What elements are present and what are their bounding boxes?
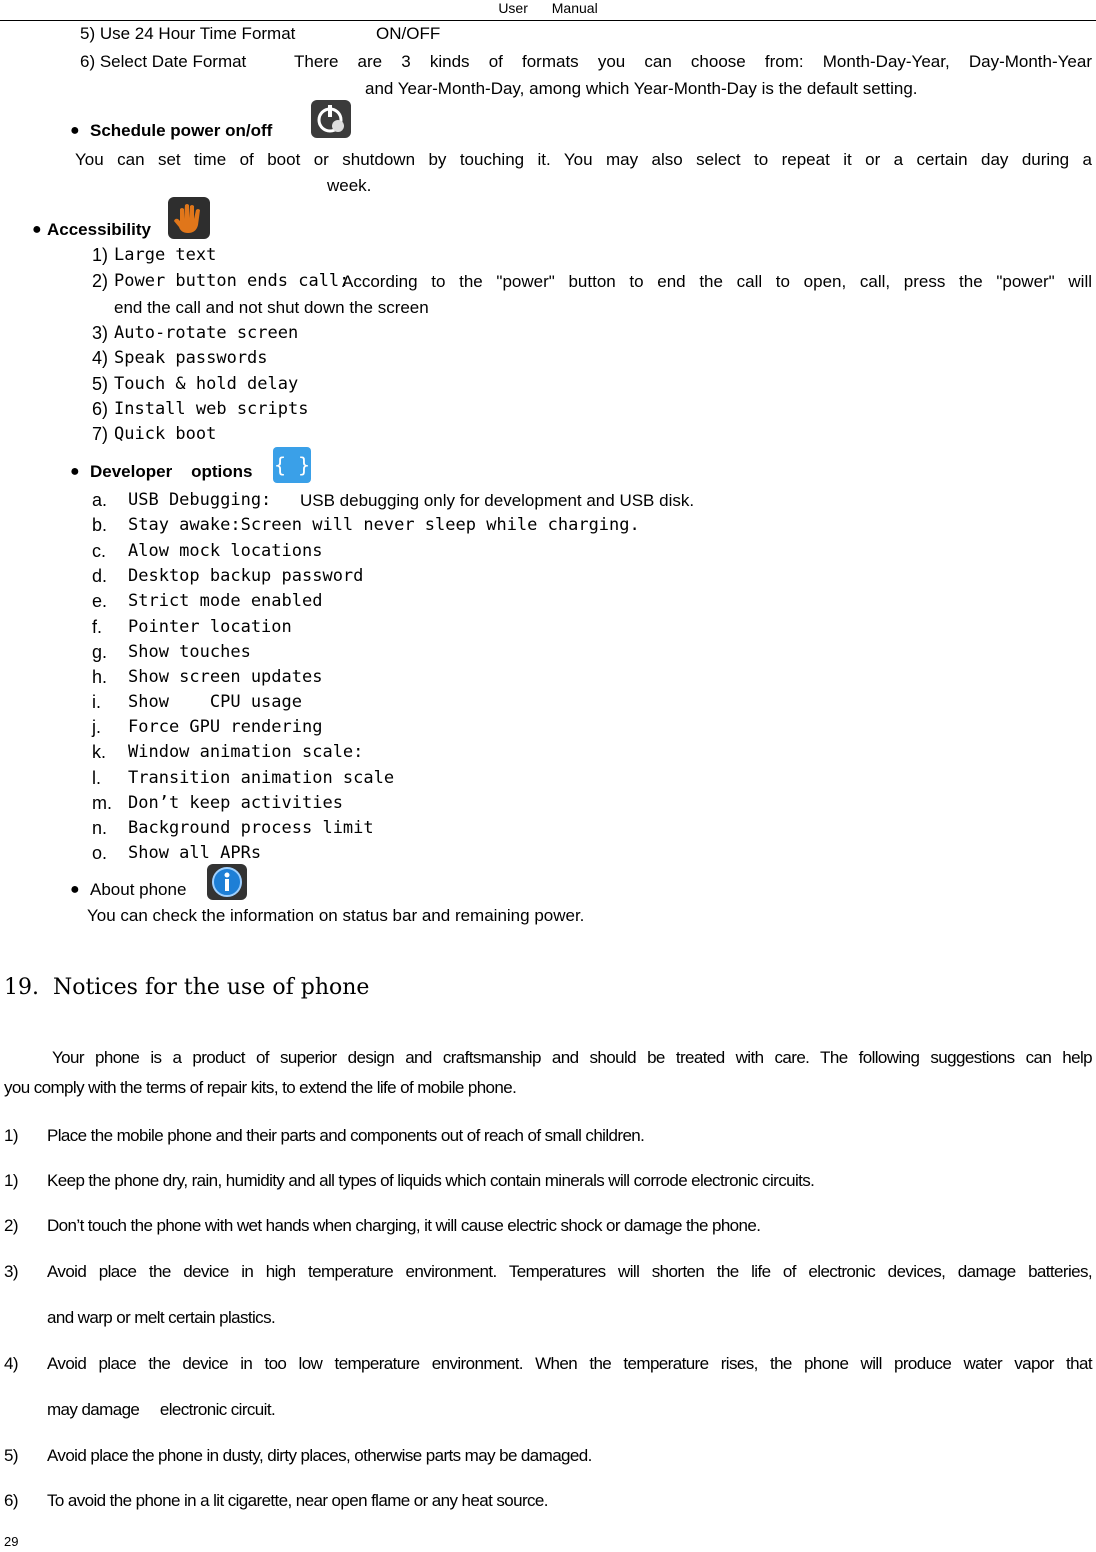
list-item: Power button ends call: xyxy=(114,271,350,291)
section-intro: Your phone is a product of superior design and craftsmanship and should be treated with care. The following suggestions can help xyxy=(52,1048,1092,1067)
list-item: Background process limit xyxy=(128,818,374,838)
info-icon xyxy=(207,864,247,900)
about-desc: You can check the information on status bar and remaining power. xyxy=(87,906,585,925)
list-item-extra: USB debugging only for development and USB disk. xyxy=(300,491,695,510)
list-letter: l. xyxy=(92,768,101,788)
list-letter: f. xyxy=(92,617,103,637)
time-format-value: ON/OFF xyxy=(376,24,441,43)
list-item: Transition animation scale xyxy=(128,768,395,788)
schedule-desc-cont: week. xyxy=(327,176,372,195)
page-number: 29 xyxy=(4,1534,19,1549)
notice-item-cont: may damage electronic circuit. xyxy=(47,1400,276,1419)
list-letter: i. xyxy=(92,692,101,712)
list-letter: h. xyxy=(92,667,108,687)
bullet: ● xyxy=(70,463,80,480)
list-item: Strict mode enabled xyxy=(128,591,323,611)
list-item-extra: According to the "power" button to end the call to open, call, press the "power" will xyxy=(342,272,1092,291)
accessibility-title: Accessibility xyxy=(47,220,151,239)
list-letter: e. xyxy=(92,591,108,611)
date-format-item: 6) Select Date Format xyxy=(80,52,247,71)
list-number: 3) xyxy=(92,323,109,343)
notice-item: Avoid place the phone in dusty, dirty places, otherwise parts may be damaged. xyxy=(47,1446,592,1465)
developer-title: Developer options xyxy=(90,462,253,481)
notice-item: Don’t touch the phone with wet hands when charging, it will cause electric shock or damage the phone. xyxy=(47,1216,761,1235)
list-letter: m. xyxy=(92,793,112,813)
list-item: Auto-rotate screen xyxy=(114,323,299,343)
list-item-extra-cont: end the call and not shut down the screen xyxy=(114,298,429,317)
list-item: Show touches xyxy=(128,642,251,662)
notice-number: 6) xyxy=(4,1491,18,1510)
list-item: Touch & hold delay xyxy=(114,374,299,394)
list-item: Force GPU rendering xyxy=(128,717,323,737)
list-item: Desktop backup password xyxy=(128,566,364,586)
notice-item: Place the mobile phone and their parts and components out of reach of small children. xyxy=(47,1126,645,1145)
notice-number: 5) xyxy=(4,1446,18,1465)
bullet: ● xyxy=(70,881,80,898)
list-number: 5) xyxy=(92,374,109,394)
date-format-desc-cont: and Year-Month-Day, among which Year-Month-Day is the default setting. xyxy=(365,79,918,98)
notice-item: To avoid the phone in a lit cigarette, near open flame or any heat source. xyxy=(47,1491,548,1510)
list-number: 7) xyxy=(92,424,109,444)
bullet: ● xyxy=(32,221,42,238)
schedule-desc: You can set time of boot or shutdown by touching it. You may also select to repeat it or a certain day during a xyxy=(75,150,1092,169)
section-heading: 19. Notices for the use of phone xyxy=(4,975,370,1000)
svg-text:{ }: { } xyxy=(273,453,311,477)
list-item: Don’t keep activities xyxy=(128,793,343,813)
notice-number: 1) xyxy=(4,1126,18,1145)
about-title: About phone xyxy=(90,880,187,899)
list-item: Quick boot xyxy=(114,424,217,444)
list-item: Show screen updates xyxy=(128,667,323,687)
notice-number: 1) xyxy=(4,1171,18,1190)
list-item: USB Debugging: xyxy=(128,490,272,510)
notice-number: 2) xyxy=(4,1216,18,1235)
page-header xyxy=(0,0,1096,21)
list-item: Speak passwords xyxy=(114,348,268,368)
header-left: User xyxy=(498,0,528,16)
schedule-title: Schedule power on/off xyxy=(90,121,273,140)
list-letter: n. xyxy=(92,818,108,838)
hand-icon xyxy=(168,197,210,239)
list-letter: o. xyxy=(92,843,108,863)
notice-number: 3) xyxy=(4,1262,18,1281)
braces-icon xyxy=(273,447,311,483)
power-clock-icon xyxy=(311,100,351,138)
list-item: Alow mock locations xyxy=(128,541,323,561)
section-intro-cont: you comply with the terms of repair kits, to extend the life of mobile phone. xyxy=(4,1078,517,1097)
list-item: Install web scripts xyxy=(114,399,309,419)
list-item: Show CPU usage xyxy=(128,692,302,712)
list-letter: d. xyxy=(92,566,108,586)
list-letter: a. xyxy=(92,490,108,510)
date-format-desc: There are 3 kinds of formats you can choose from: Month-Day-Year, Day-Month-Year xyxy=(294,52,1092,71)
list-number: 4) xyxy=(92,348,109,368)
list-letter: b. xyxy=(92,515,108,535)
bullet: ● xyxy=(70,122,80,139)
list-item: Stay awake:Screen will never sleep while charging. xyxy=(128,515,640,535)
notice-item: Avoid place the device in too low temperature environment. When the temperature rises, the phone will produce water vapor that xyxy=(47,1354,1092,1373)
list-letter: j. xyxy=(92,717,101,737)
notice-item: Avoid place the device in high temperature environment. Temperatures will shorten the life of electronic devices, damage batteries, xyxy=(47,1262,1092,1281)
list-item: Window animation scale: xyxy=(128,742,364,762)
list-number: 6) xyxy=(92,399,109,419)
list-item: Large text xyxy=(114,245,217,265)
notice-item: Keep the phone dry, rain, humidity and all types of liquids which contain minerals will corrode electronic circuits. xyxy=(47,1171,815,1190)
list-letter: k. xyxy=(92,742,107,762)
notice-item-cont: and warp or melt certain plastics. xyxy=(47,1308,276,1327)
time-format-item: 5) Use 24 Hour Time Format xyxy=(80,24,296,43)
list-item: Show all APRs xyxy=(128,843,262,863)
header-right: Manual xyxy=(551,0,598,16)
notice-number: 4) xyxy=(4,1354,18,1373)
list-letter: g. xyxy=(92,642,108,662)
list-number: 2) xyxy=(92,271,109,291)
list-letter: c. xyxy=(92,541,107,561)
list-number: 1) xyxy=(92,245,109,265)
list-item: Pointer location xyxy=(128,617,292,637)
